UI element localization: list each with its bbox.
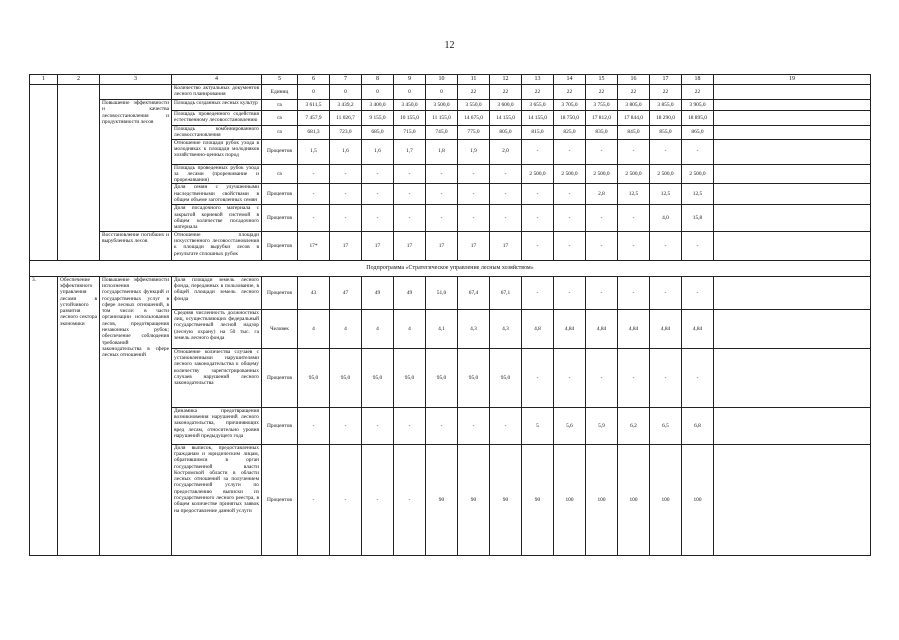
value-cell: 95,0 [426, 348, 458, 407]
task-cell: Восстановление погибших и вырубленных лесов [100, 231, 172, 260]
value-cell: 825,0 [554, 126, 586, 140]
value-cell: 0 [298, 85, 330, 100]
value-cell: - [522, 276, 554, 309]
value-cell: - [298, 205, 330, 231]
value-cell: 22 [458, 85, 490, 100]
note-cell [714, 85, 871, 100]
indicator-name: Доля семян с улучшенными наследственными свойствами в общем объеме заготовленных семян [172, 184, 262, 205]
value-cell: 12,5 [618, 184, 650, 205]
indicator-name: Площадь проведенных рубок ухода за лесами (прореживание и прореживания) [172, 164, 262, 184]
value-cell: 6,2 [618, 407, 650, 444]
task-cell [100, 85, 172, 100]
value-cell: - [650, 276, 682, 309]
value-cell: 14 675,0 [458, 111, 490, 126]
value-cell: 723,0 [330, 126, 362, 140]
column-header: 10 [426, 75, 458, 85]
value-cell: 17 [394, 231, 426, 260]
task-cell: Повышение эффективности исполнения государственных функций и государственных услуг в сфере лесных отношений, в том числе: в части организации использования лесов, предотвращения незаконных рубок; обеспечение соблюдения требований законодательства в сфере лесных отношений [100, 276, 172, 555]
indicator-name: Площадь комбинированного лесовосстановления [172, 126, 262, 140]
indicator-name: Доля посадочного материала с закрытой корневой системой в общем количестве посадочного материала [172, 205, 262, 231]
unit-cell: Процентов [262, 444, 298, 555]
value-cell: 4,84 [618, 309, 650, 348]
indicator-name: Отношение площади рубок ухода в молодняках к площади молодняков хозяйственно-ценных пород [172, 139, 262, 164]
value-cell: 10 155,0 [394, 111, 426, 126]
value-cell: 22 [522, 85, 554, 100]
value-cell: - [330, 164, 362, 184]
value-cell: 22 [618, 85, 650, 100]
value-cell: 95,0 [394, 348, 426, 407]
value-cell: - [554, 276, 586, 309]
value-cell: - [522, 348, 554, 407]
value-cell: - [362, 205, 394, 231]
value-cell: - [426, 184, 458, 205]
value-cell: 4 [394, 309, 426, 348]
value-cell: - [394, 184, 426, 205]
value-cell: - [490, 205, 522, 231]
unit-cell: Процентов [262, 407, 298, 444]
value-cell: 95,0 [298, 348, 330, 407]
value-cell: 67,4 [458, 276, 490, 309]
column-header: 3 [100, 75, 172, 85]
value-cell: - [586, 276, 618, 309]
value-cell: 4,8 [522, 309, 554, 348]
value-cell: - [522, 184, 554, 205]
indicator-name: Площадь проведенного содействия естественному лесовосстановлению [172, 111, 262, 126]
value-cell: - [394, 164, 426, 184]
note-cell [714, 348, 871, 407]
value-cell: 715,0 [394, 126, 426, 140]
note-cell [714, 126, 871, 140]
value-cell: 1,9 [458, 139, 490, 164]
column-header: 8 [362, 75, 394, 85]
value-cell: 22 [554, 85, 586, 100]
indicator-name: Доля площади земель лесного фонда, переданных в пользование, в общей площади земель лесного фонда [172, 276, 262, 309]
value-cell: 100 [554, 444, 586, 555]
table-row [30, 75, 871, 85]
value-cell: 1,7 [394, 139, 426, 164]
value-cell: 4 [330, 309, 362, 348]
value-cell: 17 812,0 [586, 111, 618, 126]
value-cell: 18 290,0 [650, 111, 682, 126]
value-cell: - [298, 164, 330, 184]
value-cell: - [330, 184, 362, 205]
value-cell: - [458, 164, 490, 184]
note-cell [714, 276, 871, 309]
table-row [30, 260, 871, 276]
column-header: 14 [554, 75, 586, 85]
value-cell: 90 [490, 444, 522, 555]
value-cell: 17 [330, 231, 362, 260]
unit-cell: га [262, 100, 298, 111]
value-cell: - [362, 444, 394, 555]
row-number-cell: 3. [30, 276, 58, 555]
value-cell: 6,8 [682, 407, 714, 444]
value-cell: 17 [426, 231, 458, 260]
page-number: 12 [444, 40, 455, 51]
indicators-table [29, 74, 871, 556]
value-cell: 7 457,9 [298, 111, 330, 126]
value-cell: 3 905,0 [682, 100, 714, 111]
value-cell: 3 439,2 [330, 100, 362, 111]
value-cell: 43 [298, 276, 330, 309]
value-cell: 22 [586, 85, 618, 100]
value-cell: 95,0 [330, 348, 362, 407]
value-cell: 1,5 [298, 139, 330, 164]
unit-cell: Процентов [262, 139, 298, 164]
indicator-name: Доля выписок, предоставленных гражданам и юридическим лицам, обратившимся в орган государственной власти Костромской области в области лесных отношений за получением государственной услуги по предоставлению выписки из государственного лесного реестра, в общем количестве принятых заявок на предоставление данной услуги [172, 444, 262, 555]
column-header: 18 [682, 75, 714, 85]
value-cell: 100 [682, 444, 714, 555]
value-cell: 4,3 [458, 309, 490, 348]
value-cell: 5,9 [586, 407, 618, 444]
value-cell: 3 655,0 [522, 100, 554, 111]
value-cell: 49 [362, 276, 394, 309]
note-cell [714, 205, 871, 231]
value-cell: 22 [650, 85, 682, 100]
value-cell: 2,8 [586, 184, 618, 205]
value-cell: 4,3 [490, 309, 522, 348]
value-cell: 11 026,7 [330, 111, 362, 126]
value-cell: - [586, 348, 618, 407]
value-cell: 11 155,0 [426, 111, 458, 126]
column-header: 16 [618, 75, 650, 85]
table-row [30, 85, 871, 100]
value-cell: 0 [426, 85, 458, 100]
value-cell: 0 [362, 85, 394, 100]
value-cell: 4,84 [650, 309, 682, 348]
value-cell: 51,0 [426, 276, 458, 309]
value-cell: - [650, 348, 682, 407]
indicator-name: Средняя численность должностных лиц, осуществляющих федеральный государственный лесной надзор (лесную охрану) на 50 тыс. га земель лесного фонда [172, 309, 262, 348]
value-cell: - [618, 231, 650, 260]
column-header: 11 [458, 75, 490, 85]
column-header: 1 [30, 75, 58, 85]
table-row [30, 276, 871, 309]
value-cell: - [458, 407, 490, 444]
value-cell: 12,5 [682, 184, 714, 205]
value-cell: 5,6 [554, 407, 586, 444]
value-cell: 100 [650, 444, 682, 555]
value-cell: 18 750,0 [554, 111, 586, 126]
value-cell: 17 [458, 231, 490, 260]
value-cell: 2 500,0 [650, 164, 682, 184]
value-cell: - [682, 348, 714, 407]
value-cell: 745,0 [426, 126, 458, 140]
unit-cell: га [262, 111, 298, 126]
value-cell: - [554, 348, 586, 407]
value-cell: - [650, 139, 682, 164]
indicator-name: Динамика предотвращения возникновения нарушений лесного законодательства, причиняющих вред лесам, относительно уровня нарушений предыдущего года [172, 407, 262, 444]
value-cell: 4,1 [426, 309, 458, 348]
value-cell: 4,84 [586, 309, 618, 348]
value-cell: - [458, 205, 490, 231]
value-cell: - [682, 139, 714, 164]
value-cell: - [554, 205, 586, 231]
value-cell: 3 550,0 [458, 100, 490, 111]
goal-cell [58, 85, 100, 261]
value-cell: - [554, 231, 586, 260]
value-cell: 815,0 [522, 126, 554, 140]
value-cell: 4,84 [554, 309, 586, 348]
column-header: 12 [490, 75, 522, 85]
value-cell: 18 895,0 [682, 111, 714, 126]
unit-cell: Процентов [262, 184, 298, 205]
indicator-name: Отношение площади искусственного лесовосстановления к площади вырубки лесов в результате сплошных рубок [172, 231, 262, 260]
value-cell: - [394, 205, 426, 231]
column-header: 15 [586, 75, 618, 85]
indicator-name: Отношение количества случаев с установленными нарушителями лесного законодательства к общему количеству зарегистрированных случаев нарушений лесного законодательства [172, 348, 262, 407]
value-cell: 3 855,0 [650, 100, 682, 111]
column-header: 13 [522, 75, 554, 85]
value-cell: - [426, 164, 458, 184]
value-cell: - [426, 205, 458, 231]
unit-cell: Процентов [262, 276, 298, 309]
value-cell: - [682, 231, 714, 260]
value-cell: 90 [458, 444, 490, 555]
task-cell: Повышение эффективности и качества лесовосстановления и продуктивности лесов [100, 100, 172, 232]
value-cell: 14 155,0 [522, 111, 554, 126]
note-cell [714, 407, 871, 444]
column-header: 17 [650, 75, 682, 85]
indicator-name: Площадь созданных лесных культур [172, 100, 262, 111]
value-cell: 67,1 [490, 276, 522, 309]
value-cell: 4 [362, 309, 394, 348]
value-cell: 3 755,0 [586, 100, 618, 111]
value-cell: - [586, 139, 618, 164]
value-cell: 855,0 [650, 126, 682, 140]
value-cell: 2 500,0 [682, 164, 714, 184]
value-cell: - [522, 205, 554, 231]
value-cell: 685,0 [362, 126, 394, 140]
value-cell: 17* [298, 231, 330, 260]
value-cell: 0 [330, 85, 362, 100]
value-cell: 2 500,0 [522, 164, 554, 184]
value-cell: - [618, 276, 650, 309]
value-cell: - [618, 205, 650, 231]
value-cell: - [522, 139, 554, 164]
column-header: 6 [298, 75, 330, 85]
value-cell: - [618, 348, 650, 407]
value-cell: 3 705,0 [554, 100, 586, 111]
value-cell: - [362, 184, 394, 205]
value-cell: 3 400,0 [362, 100, 394, 111]
value-cell: 3 600,0 [490, 100, 522, 111]
value-cell: 3 500,0 [426, 100, 458, 111]
value-cell: 90 [426, 444, 458, 555]
value-cell: - [682, 276, 714, 309]
value-cell: - [394, 407, 426, 444]
value-cell: 95,0 [458, 348, 490, 407]
value-cell: 2,0 [490, 139, 522, 164]
value-cell: 17 [490, 231, 522, 260]
value-cell: 1,8 [426, 139, 458, 164]
unit-cell: га [262, 126, 298, 140]
value-cell: - [394, 444, 426, 555]
value-cell: 49 [394, 276, 426, 309]
value-cell: - [298, 444, 330, 555]
value-cell: 0 [394, 85, 426, 100]
value-cell: 3 450,0 [394, 100, 426, 111]
value-cell: - [650, 231, 682, 260]
value-cell: - [522, 231, 554, 260]
table-row [30, 100, 871, 111]
value-cell: 4,84 [682, 309, 714, 348]
value-cell: 4,0 [650, 205, 682, 231]
value-cell: - [586, 205, 618, 231]
note-cell [714, 444, 871, 555]
note-cell [714, 111, 871, 126]
value-cell: 1,6 [330, 139, 362, 164]
value-cell: 805,0 [490, 126, 522, 140]
value-cell: 2 500,0 [618, 164, 650, 184]
value-cell: - [586, 231, 618, 260]
subprogram-title: Подпрограмма «Стратегическое управление лесным хозяйством» [30, 260, 871, 276]
value-cell: - [618, 139, 650, 164]
column-header: 4 [172, 75, 262, 85]
unit-cell: Процентов [262, 205, 298, 231]
note-cell [714, 100, 871, 111]
value-cell: - [490, 184, 522, 205]
value-cell: 775,0 [458, 126, 490, 140]
unit-cell: Человек [262, 309, 298, 348]
value-cell: 1,6 [362, 139, 394, 164]
value-cell: 681,3 [298, 126, 330, 140]
value-cell: - [362, 164, 394, 184]
value-cell: 845,0 [618, 126, 650, 140]
note-cell [714, 184, 871, 205]
value-cell: 95,0 [490, 348, 522, 407]
value-cell: - [554, 184, 586, 205]
column-header: 5 [262, 75, 298, 85]
unit-cell: Процентов [262, 348, 298, 407]
value-cell: 5 [522, 407, 554, 444]
value-cell: 90 [522, 444, 554, 555]
unit-cell: Процентов [262, 231, 298, 260]
column-header: 19 [714, 75, 871, 85]
value-cell: 3 805,0 [618, 100, 650, 111]
value-cell: - [330, 444, 362, 555]
value-cell: 100 [586, 444, 618, 555]
value-cell: - [330, 205, 362, 231]
value-cell: - [490, 164, 522, 184]
note-cell [714, 231, 871, 260]
table-row [30, 231, 871, 260]
value-cell: - [458, 184, 490, 205]
value-cell: - [298, 184, 330, 205]
note-cell [714, 164, 871, 184]
value-cell: 15,8 [682, 205, 714, 231]
value-cell: 95,0 [362, 348, 394, 407]
value-cell: 865,0 [682, 126, 714, 140]
goal-cell: Обеспечение эффективного управления лесами в устойчивого развития лесного сектора экономики [58, 276, 100, 555]
value-cell: 12,5 [650, 184, 682, 205]
value-cell: 6,5 [650, 407, 682, 444]
column-header: 7 [330, 75, 362, 85]
value-cell: 17 844,0 [618, 111, 650, 126]
value-cell: 835,0 [586, 126, 618, 140]
value-cell: - [330, 407, 362, 444]
value-cell: 2 500,0 [554, 164, 586, 184]
column-header: 9 [394, 75, 426, 85]
indicator-name: Количество актуальных документов лесного планирования [172, 85, 262, 100]
value-cell: 4 [298, 309, 330, 348]
row-number-cell [30, 85, 58, 261]
note-cell [714, 139, 871, 164]
value-cell: 22 [490, 85, 522, 100]
value-cell: 22 [682, 85, 714, 100]
value-cell: - [362, 407, 394, 444]
value-cell: 14 155,0 [490, 111, 522, 126]
unit-cell: Единиц [262, 85, 298, 100]
column-header: 2 [58, 75, 100, 85]
unit-cell: га [262, 164, 298, 184]
value-cell: 17 [362, 231, 394, 260]
value-cell: 9 155,0 [362, 111, 394, 126]
value-cell: 100 [618, 444, 650, 555]
value-cell: - [554, 139, 586, 164]
value-cell: 2 500,0 [586, 164, 618, 184]
value-cell: - [426, 407, 458, 444]
value-cell: - [298, 407, 330, 444]
value-cell: 47 [330, 276, 362, 309]
value-cell: - [490, 407, 522, 444]
note-cell [714, 309, 871, 348]
value-cell: 3 611,5 [298, 100, 330, 111]
